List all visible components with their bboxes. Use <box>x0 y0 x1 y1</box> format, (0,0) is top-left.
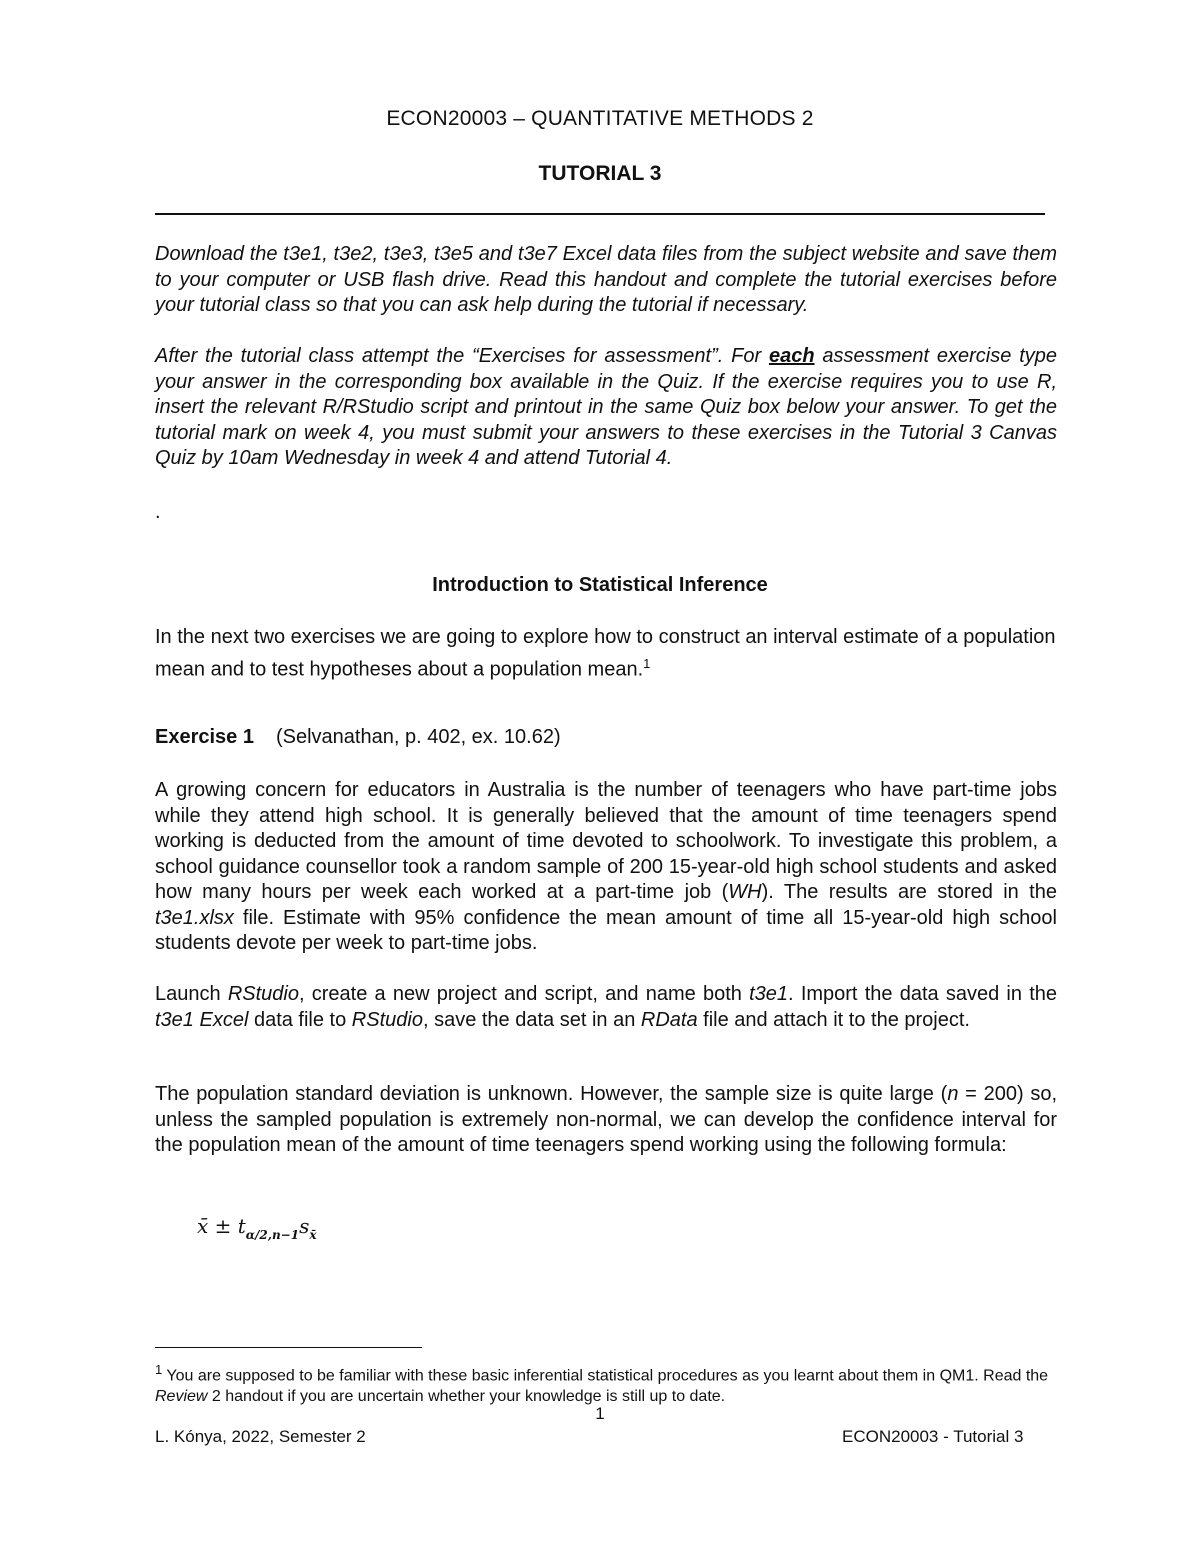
title-divider <box>155 213 1045 215</box>
exercise-paragraph-rstudio: Launch RStudio, create a new project and script, and name both t3e1. Import the data saved in the t3e1 Excel data file to RStudio, save the data set in an RData file and attach it to the project. <box>155 983 1058 1031</box>
document-title: ECON20003 – QUANTITATIVE METHODS 2 <box>386 107 814 130</box>
exercise-source: (Selvanathan, p. 402, ex. 10.62) <box>275 726 561 748</box>
section-heading: Introduction to Statistical Inference <box>432 574 768 596</box>
exercise-paragraph-problem: A growing concern for educators in Australia is the number of teenagers who have part-time jobs while they attend high school. It is generally believed that the amount of time teenagers spend working is deducted from the amount of time devoted to schoolwork. To investigate this problem, a school guidance counsellor took a random sample of 200 15-year-old high school students and asked how many hours per week each worked at a part-time job (WH). The results are stored in the t3e1.xlsx file. Estimate with 95% confidence the mean amount of time all 15-year-old high school students devote per week to part-time jobs. <box>155 779 1057 954</box>
intro-paragraph-download: Download the t3e1, t3e2, t3e3, t3e5 and t3e7 Excel data files from the subject website and save them to your computer or USB flash drive. Read this handout and complete the tutorial exercises before your tutorial class so that you can ask help during the tutorial if necessary. <box>155 243 1057 316</box>
tutorial-title: TUTORIAL 3 <box>538 162 662 185</box>
exercise-label: Exercise 1 <box>155 726 254 748</box>
intro-paragraph-assessment: After the tutorial class attempt the “Exercises for assessment”. For each assessment exercise type your answer in the corresponding box available in the Quiz. If the exercise requires you to use R, insert the relevant R/RStudio script and printout in the same Quiz box below your answer. To get the tutorial mark on week 4, you must submit your answers to these exercises in the Tutorial 3 Canvas Quiz by 10am Wednesday in week 4 and attend Tutorial 4. <box>155 345 1057 469</box>
emphasis-each: each <box>768 345 815 367</box>
exercise-heading <box>155 726 561 749</box>
page-number: 1 <box>595 1404 605 1423</box>
confidence-interval-formula: x̄ ± $t_{\alpha/2,n-1}s_{x̄}$ <box>197 1214 317 1242</box>
section-intro-text: In the next two exercises we are going to explore how to construct an interval estimate of a population mean and to test hypotheses about a population mean.$^1$ <box>155 626 1056 681</box>
exercise-paragraph-formula-intro: The population standard deviation is unknown. However, the sample size is quite large (n = 200) so, unless the sampled population is extremely non-normal, we can develop the confidence interval for the population mean of the amount of time teenagers spend working using the following formula: <box>155 1083 1058 1156</box>
stray-dot: . <box>155 501 161 523</box>
footnote: $^1$ You are supposed to be familiar with these basic inferential statistical procedures as you learnt about them in QM1. Read the Review 2 handout if you are uncertain whether your knowledge is still up to date. <box>155 1362 1049 1406</box>
footnote-reference: 1 <box>643 655 651 671</box>
footer-course: ECON20003 - Tutorial 3 <box>842 1427 1024 1446</box>
footer-author: L. Kónya, 2022, Semester 2 <box>155 1427 366 1446</box>
footnote-divider <box>155 1347 422 1348</box>
